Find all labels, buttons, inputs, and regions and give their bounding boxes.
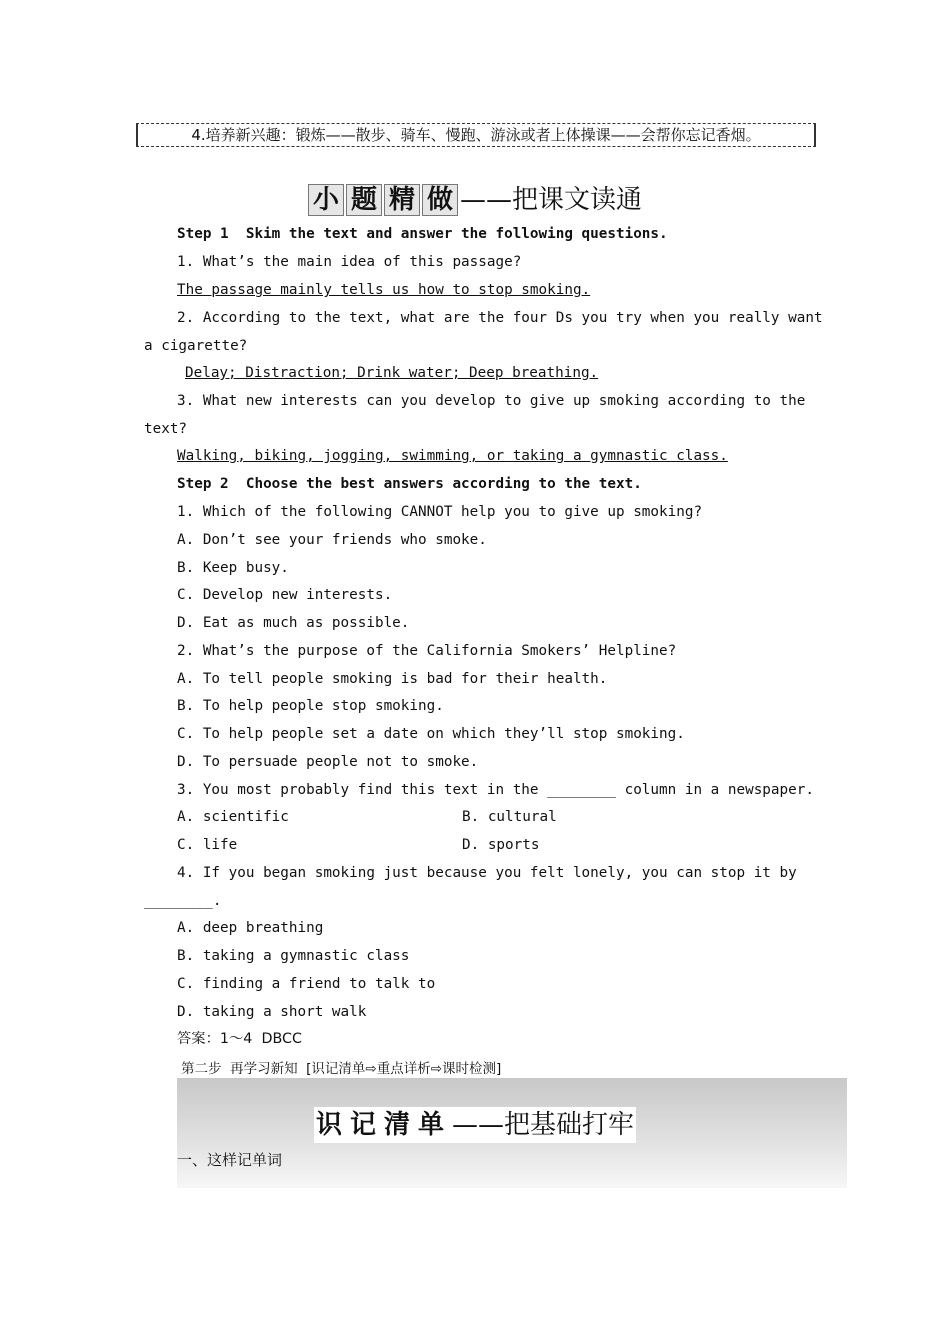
option: B. cultural [462,809,557,825]
step1-answer-3: Walking, biking, jogging, swimming, or taking a gymnastic class. [177,448,728,464]
vocab-heading: 一、这样记单词 [177,1151,283,1169]
step1-answer-2: Delay; Distraction; Drink water; Deep breathing. [185,365,599,381]
option: D. To persuade people not to smoke. [177,754,479,770]
step-navigation: 第二步 再学习新知 [识记清单⇨重点详析⇨课时检测] [181,1061,502,1077]
answer-key: 答案：1～4 DBCC [177,1031,302,1047]
step1-question-1: 1. What’s the main idea of this passage? [177,254,522,270]
step1-question-3-cont: text? [144,421,188,437]
option: A. Don’t see your friends who smoke. [177,532,487,548]
tip-box [136,123,816,147]
step2-question-2: 2. What’s the purpose of the California Smokers’ Helpline? [177,643,677,659]
section-title-vocab [0,1107,950,1143]
step2-question-4: 4. If you began smoking just because you felt lonely, you can stop it by [177,865,797,881]
option: C. life [177,837,238,853]
step2-question-4-cont: ________. [144,893,222,909]
section-title-reading [0,182,950,218]
option: A. deep breathing [177,920,324,936]
step1-question-2-cont: a cigarette? [144,338,248,354]
option: D. taking a short walk [177,1004,367,1020]
title-char: 做 [422,184,458,216]
title-char: 题 [346,184,382,216]
step1-question-3: 3. What new interests can you develop to give up smoking according to the [177,393,806,409]
step1-answer-1: The passage mainly tells us how to stop smoking. [177,282,591,298]
step1-question-2: 2. According to the text, what are the four Ds you try when you really want [177,310,823,326]
option: D. Eat as much as possible. [177,615,410,631]
option: B. taking a gymnastic class [177,948,410,964]
tip-text: 4.培养新兴趣：锻炼——散步、骑车、慢跑、游泳或者上体操课——会帮你忘记香烟。 [191,126,761,144]
option: C. Develop new interests. [177,587,393,603]
option: C. finding a friend to talk to [177,976,436,992]
option: A. To tell people smoking is bad for their health. [177,671,608,687]
option: C. To help people set a date on which they’ll stop smoking. [177,726,685,742]
option: A. scientific [177,809,289,825]
section-subtitle: ——把基础打牢 [452,1110,635,1140]
step1-heading: Step 1 Skim the text and answer the following questions. [177,226,668,242]
step2-question-1: 1. Which of the following CANNOT help you to give up smoking? [177,504,703,520]
section-title-main: 识记清单 [315,1110,452,1140]
step2-heading: Step 2 Choose the best answers according to the text. [177,476,642,492]
step2-question-3: 3. You most probably find this text in the ________ column in a newspaper. [177,782,814,798]
title-char: 小 [308,184,344,216]
title-char: 精 [384,184,420,216]
option: B. To help people stop smoking. [177,698,444,714]
section-subtitle: ——把课文读通 [460,185,643,215]
option: B. Keep busy. [177,560,289,576]
option: D. sports [462,837,540,853]
